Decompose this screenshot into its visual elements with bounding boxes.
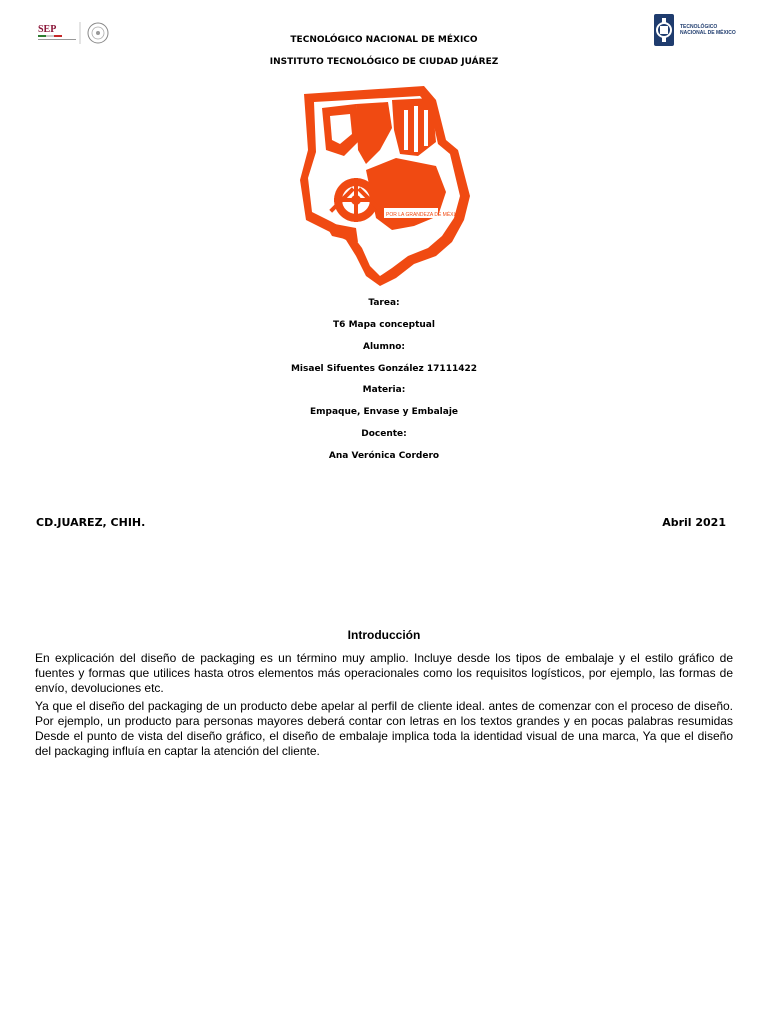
document-date: Abril 2021 (662, 516, 726, 529)
tarea-label: Tarea: (368, 298, 400, 308)
emblem-motto: POR LA GRANDEZA DE MÉXICO (386, 212, 463, 218)
alumno-value: Misael Sifuentes González 17111422 (290, 364, 478, 374)
intro-paragraph-2: Ya que el diseño del packaging de un producto debe apelar al perfil de cliente ideal. antes de comenzar con el proceso de diseño. Por ejemplo, un producto para personas mayores deberá contar con letras en los textos grandes y en pocas palabras resumidas Desde el punto de vista del diseño gráfico, el diseño de embalaje implica toda la identidad visual de una marca, Ya que el diseño del packaging influía en captar la atención del cliente. (35, 699, 733, 758)
city-location: CD.JUAREZ, CHIH. (36, 516, 146, 529)
svg-text:SEP: SEP (38, 24, 57, 35)
alumno-label: Alumno: (362, 342, 406, 352)
institution-line-1: TECNOLÓGICO NACIONAL DE MÉXICO (290, 35, 478, 45)
itcj-emblem-icon (296, 80, 476, 290)
institution-line-2: INSTITUTO TECNOLÓGICO DE CIUDAD JUÁREZ (269, 57, 499, 67)
intro-paragraph-1: En explicación del diseño de packaging es un término muy amplio. Incluye desde los tipos de embalaje y el estilo gráfico de fuentes y formas que utilices hasta otros elementos más operacionales como los requisitos logísticos, por ejemplo, las formas de envío, devoluciones etc. (35, 651, 733, 695)
section-title: Introducción (347, 628, 421, 642)
docente-label: Docente: (361, 429, 407, 439)
materia-value: Empaque, Envase y Embalaje (309, 407, 459, 417)
tecnm-logo-text: TECNOLÓGICO NACIONAL DE MÉXICO (680, 24, 736, 36)
materia-label: Materia: (362, 385, 406, 395)
tarea-value: T6 Mapa conceptual (333, 320, 435, 330)
docente-value: Ana Verónica Cordero (328, 451, 440, 461)
